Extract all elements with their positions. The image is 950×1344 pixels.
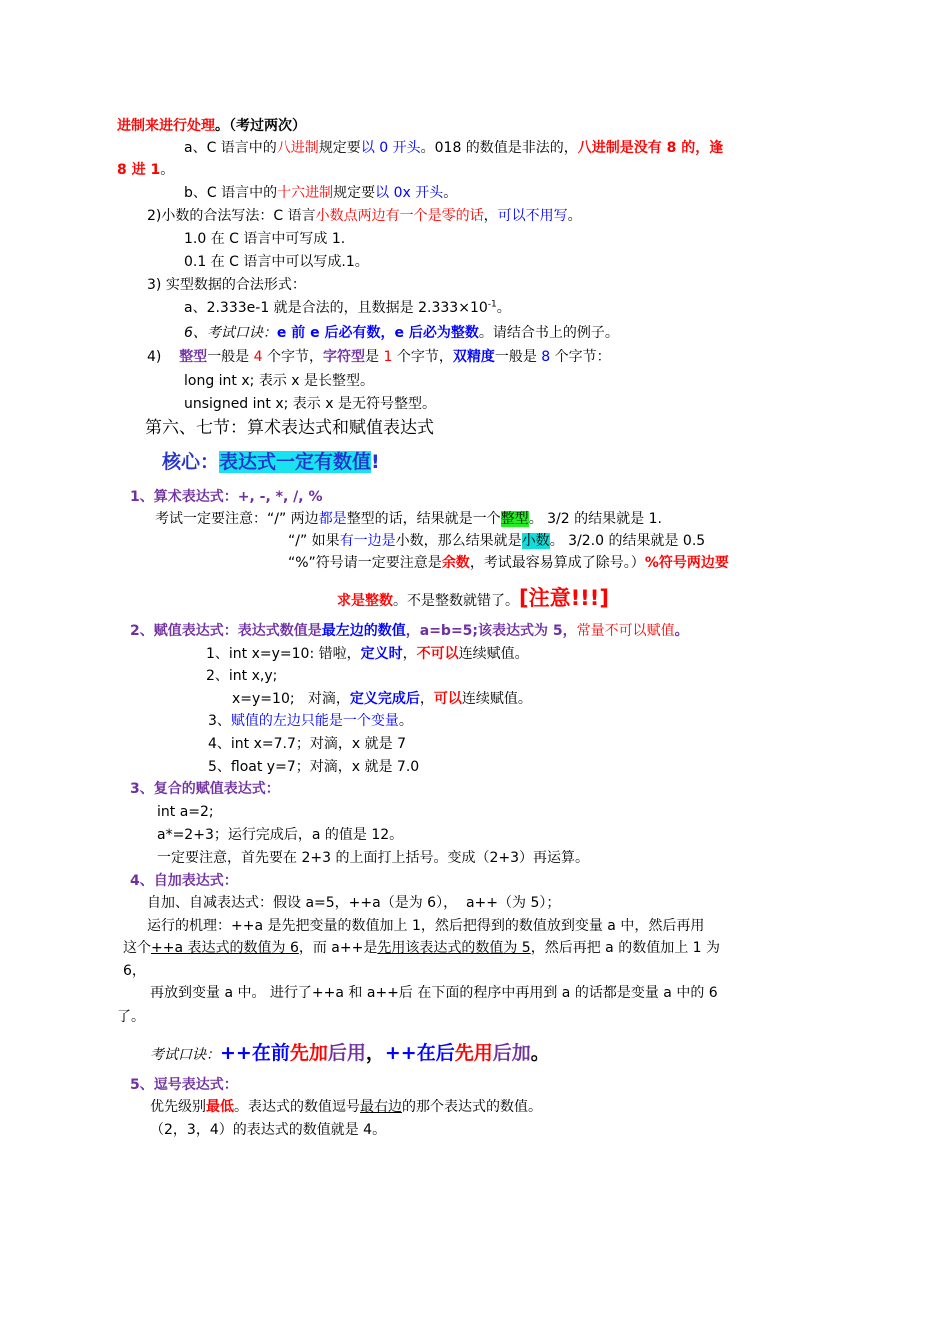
text-run: %符号两边要: [644, 555, 729, 571]
underlined-text: 最右边: [360, 1099, 402, 1115]
text-run: 8 进 1: [117, 162, 161, 178]
text-run: 八进制: [276, 140, 319, 156]
text-run: 一般是: [494, 349, 542, 365]
text-run: a、C 语言中的: [184, 140, 277, 156]
text-run: a*=2+3；运行完成后，a 的值是 12。: [157, 827, 404, 843]
text-run: 。: [443, 185, 458, 201]
text-run: 。: [496, 300, 511, 316]
text-run: ++在前: [220, 1042, 290, 1064]
underlined-text: ++a 表达式的数值为 6: [151, 940, 299, 956]
text-run: ，考试最容易算成了除号。）: [469, 555, 645, 571]
text-run: 优先级别: [150, 1099, 206, 1115]
text-run: 一定要注意，首先要在 2+3 的上面打上括号。变成（2+3）再运算。: [157, 850, 589, 866]
text-run: ，: [483, 208, 498, 224]
text-run: 4、自加表达式：: [130, 873, 238, 889]
text-run: 考试口诀：: [150, 1047, 220, 1063]
text-line: [157, 848, 589, 868]
superscript: -1: [487, 299, 497, 310]
text-run: 4): [147, 349, 162, 365]
text-run: 6，: [123, 963, 146, 979]
text-run: 。: [398, 713, 413, 729]
text-line-hex-rule: [184, 183, 457, 203]
text-run: 赋值的左边只能是一个变量: [230, 713, 399, 729]
text-line-octal-rule: [184, 138, 723, 158]
warning-text: [注意!!!]: [519, 586, 609, 610]
text-line-exponent-example: [184, 298, 511, 318]
text-run: 考试一定要注意：“/” 两边: [155, 511, 319, 527]
text-line-exam-tip: [184, 323, 619, 343]
code-line: [157, 825, 403, 845]
text-line: [117, 1007, 145, 1027]
text-run: ，: [365, 1042, 385, 1064]
text-run: x=y=10; 对滴，: [232, 691, 350, 707]
text-line-decimal-heading: [147, 206, 582, 226]
text-run: 个字节：: [550, 349, 611, 365]
text-line-assign-example: [232, 689, 532, 709]
text-run: 八进制是没有 8 的，逢: [577, 140, 724, 156]
text-run: 0.1 在 C 语言中可以写成.1。: [184, 254, 369, 270]
text-run: !: [371, 451, 380, 473]
text-run: 。: [567, 208, 582, 224]
text-run: 。 3/2.0 的结果就是 0.5: [549, 533, 706, 549]
text-run: 2、int x,y;: [206, 668, 278, 684]
text-run: 5、float y=7；对滴，x 就是 7.0: [208, 759, 420, 775]
text-run: 一般是: [207, 349, 254, 365]
text-run: 2)小数的合法写法：C 语言: [147, 208, 316, 224]
subsection-heading: [130, 487, 323, 507]
text-run: 3、: [208, 713, 231, 729]
text-run: 第六、七节：算术表达式和赋值表达式: [145, 418, 434, 438]
text-line-modulo-note: [288, 553, 729, 573]
text-line: [184, 371, 374, 391]
text-run: 可以: [433, 691, 462, 707]
text-run: ，然后再把 a 的数值加上 1 为: [530, 940, 721, 956]
text-run: 1: [383, 349, 393, 365]
text-run: 字符型: [323, 349, 366, 365]
text-line-assign-example: [208, 711, 413, 731]
text-run: 有一边是: [339, 533, 396, 549]
text-run: 小数点两边有一个是零的话: [315, 208, 484, 224]
underlined-text: 先用该表达式的数值为 5: [377, 940, 531, 956]
text-line-division-note: [288, 531, 705, 551]
text-run: 规定要: [318, 140, 361, 156]
text-run: 了。: [117, 1009, 145, 1025]
highlighted-text: 表达式一定有数值: [219, 451, 372, 473]
text-run: 1、int x=y=10: 错啦，: [206, 646, 361, 662]
text-run: “%”符号请一定要注意是: [288, 555, 442, 571]
text-run: 规定要: [333, 185, 376, 201]
text-run: b、C 语言中的: [184, 185, 278, 201]
text-run: 个字节，: [262, 349, 324, 365]
text-run: 以 0 开头: [360, 140, 421, 156]
exam-mnemonic: [150, 1040, 550, 1068]
text-run: 定义时: [360, 646, 403, 662]
text-run: 可以不用写: [497, 208, 568, 224]
text-run: 。: [530, 1042, 550, 1064]
text-run: 整型: [179, 349, 208, 365]
text-line: [184, 252, 369, 272]
text-line: [150, 983, 718, 1003]
text-run: 3) 实型数据的合法形式：: [147, 277, 306, 293]
text-line: [147, 893, 560, 913]
text-run: 定义完成后: [349, 691, 420, 707]
text-line-octal-rule-end: [117, 160, 174, 180]
text-line-assign-example: [208, 734, 406, 754]
text-line-assign-example: [208, 757, 419, 777]
text-run: 3、复合的赋值表达式：: [130, 781, 280, 797]
text-run: 最左边的数值: [321, 623, 406, 639]
text-line-modulo-note-end: [337, 584, 609, 615]
highlighted-text: 小数: [521, 533, 550, 549]
text-run: 后用: [327, 1042, 366, 1064]
text-run: ，a=b=5;该表达式为 5，: [405, 623, 577, 639]
text-run: 再放到变量 a 中。 进行了++a 和 a++后 在下面的程序中再用到 a 的话都是变量 a 中的 6: [150, 985, 718, 1001]
text-run: e 前 e 后必有数，e 后必为整数: [276, 325, 479, 341]
text-run: 常量不可以赋值: [576, 623, 675, 639]
text-run: 小数，那么结果就是: [395, 533, 522, 549]
text-run: 。: [160, 162, 175, 178]
subsection-heading: [130, 779, 280, 799]
text-run: 先用: [454, 1042, 493, 1064]
text-run: 十六进制: [277, 185, 334, 201]
text-run: 连续赋值。: [458, 646, 529, 662]
text-line: [184, 229, 345, 249]
text-line-sizes: [147, 347, 611, 367]
text-line: [123, 961, 146, 981]
text-run: 后加: [492, 1042, 531, 1064]
section-heading: [145, 416, 434, 440]
text-run: a、2.333e-1 就是合法的，且数据是 2.333×10: [184, 300, 488, 316]
text-run: 以 0x 开头: [375, 185, 444, 201]
text-run: unsigned int x; 表示 x 是无符号整型。: [184, 396, 436, 412]
subsection-heading: [130, 1075, 238, 1095]
text-run: 1.0 在 C 语言中可写成 1.: [184, 231, 346, 247]
core-heading: [162, 449, 380, 475]
text-run: 。不是整数就错了。: [393, 593, 519, 609]
text-run: 核心：: [162, 451, 220, 473]
text-run: 不可以: [416, 646, 459, 662]
text-run: 4、int x=7.7；对滴，x 就是 7: [208, 736, 406, 752]
text-run: 这个: [123, 940, 151, 956]
text-run: 。表达式的数值逗号: [234, 1099, 360, 1115]
highlighted-text: 整型: [500, 511, 529, 527]
text-run: ，: [402, 646, 417, 662]
text-line: [184, 394, 436, 414]
text-line-division-note: [155, 509, 662, 529]
text-line: [147, 916, 704, 936]
text-run: 。（考过两次）: [215, 118, 306, 134]
text-run: 余数: [441, 555, 470, 571]
text-run: 。018 的数值是非法的，: [420, 140, 578, 156]
text-run: 8: [541, 349, 551, 365]
text-line-assign-example: [206, 666, 277, 686]
text-run: ++在后: [384, 1042, 455, 1064]
text-run: 最低: [206, 1099, 234, 1115]
subsection-heading: [130, 621, 689, 641]
text-run: （2，3，4）的表达式的数值就是 4。: [150, 1122, 387, 1138]
text-run: 双精度: [452, 349, 495, 365]
text-run: 2、赋值表达式：表达式数值是: [130, 623, 322, 639]
subsection-heading: [130, 871, 238, 891]
text-run: 进制来进行处理: [117, 118, 215, 134]
text-run: int a=2;: [157, 804, 214, 820]
text-run: 个字节，: [392, 349, 453, 365]
text-run: long int x; 表示 x 是长整型。: [184, 373, 375, 389]
text-run: 自加、自减表达式：假设 a=5，++a（是为 6）， a++（为 5）；: [147, 895, 561, 911]
text-run: 都是: [318, 511, 347, 527]
text-line-real-heading: [147, 275, 306, 295]
text-run: 整型的话，结果就是一个: [346, 511, 501, 527]
text-run: 先加: [289, 1042, 328, 1064]
text-run: 。 3/2 的结果就是 1.: [528, 511, 662, 527]
text-run: 6、考试口诀：: [184, 325, 277, 341]
code-line: [157, 802, 214, 822]
text-run: “/” 如果: [288, 533, 340, 549]
text-run: 。请结合书上的例子。: [478, 325, 619, 341]
text-line: [150, 1120, 386, 1140]
text-run: 运行的机理：++a 是先把变量的数值加上 1，然后把得到的数值放到变量 a 中，然后再用: [147, 918, 705, 934]
text-line-assign-example: [206, 644, 529, 664]
text-run: 4: [253, 349, 263, 365]
text-run: ，而 a++是: [298, 940, 378, 956]
text-run: 1、算术表达式：+, -, *, /, %: [130, 489, 323, 505]
text-run: 5、逗号表达式：: [130, 1077, 238, 1093]
text-line: [123, 938, 720, 958]
text-run: 。: [674, 623, 689, 639]
text-run: 连续赋值。: [461, 691, 532, 707]
text-line: [150, 1097, 542, 1117]
text-run: 求是整数: [337, 593, 393, 609]
text-run: 是: [365, 349, 384, 365]
text-run: 的那个表达式的数值。: [402, 1099, 542, 1115]
text-line-octal-continued: [117, 116, 306, 136]
text-run: ，: [419, 691, 434, 707]
